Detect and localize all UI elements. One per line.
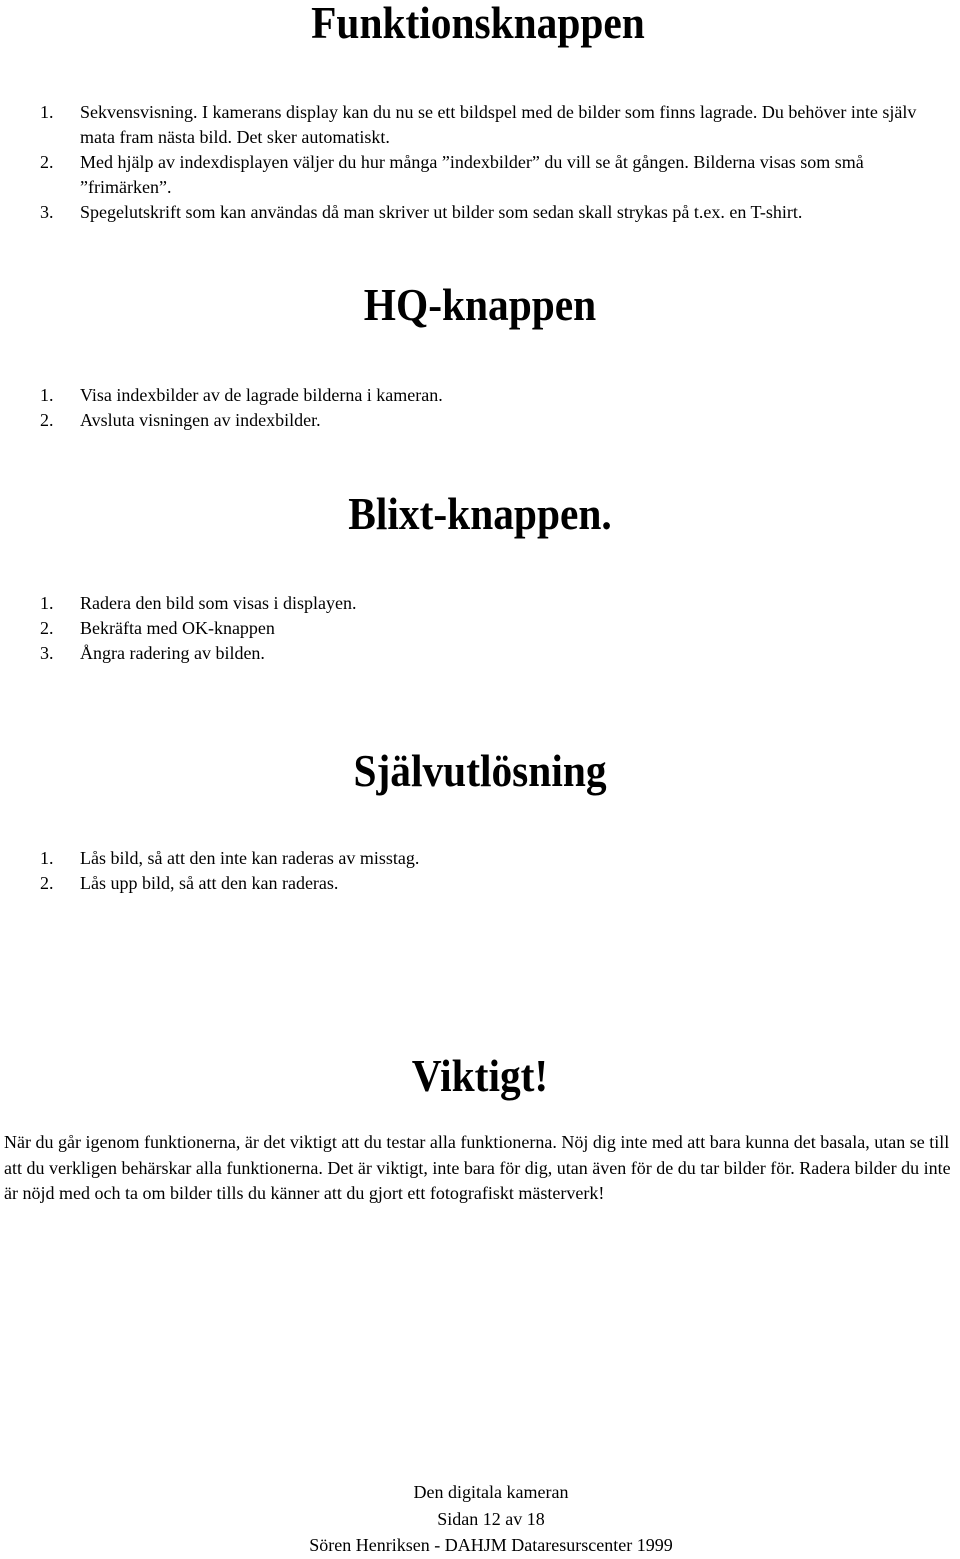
list-text: Visa indexbilder av de lagrade bilderna i kameran. [80, 385, 443, 405]
list-item [40, 871, 952, 896]
list-item [40, 150, 952, 200]
list-number: 1. [40, 102, 54, 122]
list-number: 2. [40, 410, 54, 430]
list-text: Avsluta visningen av indexbilder. [80, 410, 321, 430]
list-text: Lås upp bild, så att den kan raderas. [80, 873, 339, 893]
list-item [40, 591, 952, 616]
list-item [40, 100, 952, 150]
heading-blixt-knappen: Blixt-knappen. [348, 488, 612, 539]
list-item [40, 641, 952, 666]
list-text: Lås bild, så att den inte kan raderas av misstag. [80, 848, 420, 868]
list-number: 1. [40, 848, 54, 868]
heading-funktionsknappen: Funktionsknappen [311, 0, 645, 48]
list-number: 1. [40, 385, 54, 405]
list-number: 2. [40, 873, 54, 893]
list-item [40, 200, 952, 225]
list-text: Radera den bild som visas i displayen. [80, 593, 357, 613]
list-number: 3. [40, 643, 54, 663]
footer-author: Sören Henriksen - DAHJM Dataresurscenter 1999 [309, 1535, 673, 1555]
list-item [40, 846, 952, 871]
list-item [40, 408, 952, 433]
footer-page-number: Sidan 12 av 18 [437, 1508, 545, 1529]
list-text: Sekvensvisning. I kamerans display kan du nu se ett bildspel med de bilder som finns lagrade. Du behöver inte själv mata fram nästa bild. Det sker automatiskt. [80, 102, 917, 147]
list-item [40, 383, 952, 408]
page-footer [0, 1479, 960, 1559]
sjalv-list [40, 846, 952, 896]
list-text: Med hjälp av indexdisplayen väljer du hur många ”indexbilder” du vill se åt gången. Bilderna visas som små ”frimärken”. [80, 152, 864, 197]
heading-sjalvutlosning: Självutlösning [353, 745, 607, 796]
hq-list [40, 383, 952, 433]
heading-hq-knappen: HQ-knappen [363, 279, 597, 330]
list-item [40, 616, 952, 641]
list-number: 2. [40, 618, 54, 638]
list-number: 2. [40, 152, 54, 172]
funktion-list [40, 100, 952, 225]
blixt-list [40, 591, 952, 666]
list-number: 3. [40, 202, 54, 222]
list-number: 1. [40, 593, 54, 613]
list-text: Spegelutskrift som kan användas då man skriver ut bilder som sedan skall strykas på t.ex. en T-shirt. [80, 202, 803, 222]
footer-document-title: Den digitala kameran [413, 1482, 569, 1502]
viktigt-paragraph: När du går igenom funktionerna, är det viktigt att du testar alla funktionerna. Nöj dig inte med att bara kunna det basala, utan se till att du verkligen behärskar alla funktionerna. Det är viktigt, inte bara för dig, utan även för de du tar bilder för. Radera bilder du inte är nöjd med och ta om bilder tills du känner att du gjort ett fotografiskt mästerverk! [4, 1132, 951, 1203]
heading-viktigt: Viktigt! [411, 1050, 549, 1101]
list-text: Bekräfta med OK-knappen [80, 618, 275, 638]
list-text: Ångra radering av bilden. [80, 643, 265, 663]
